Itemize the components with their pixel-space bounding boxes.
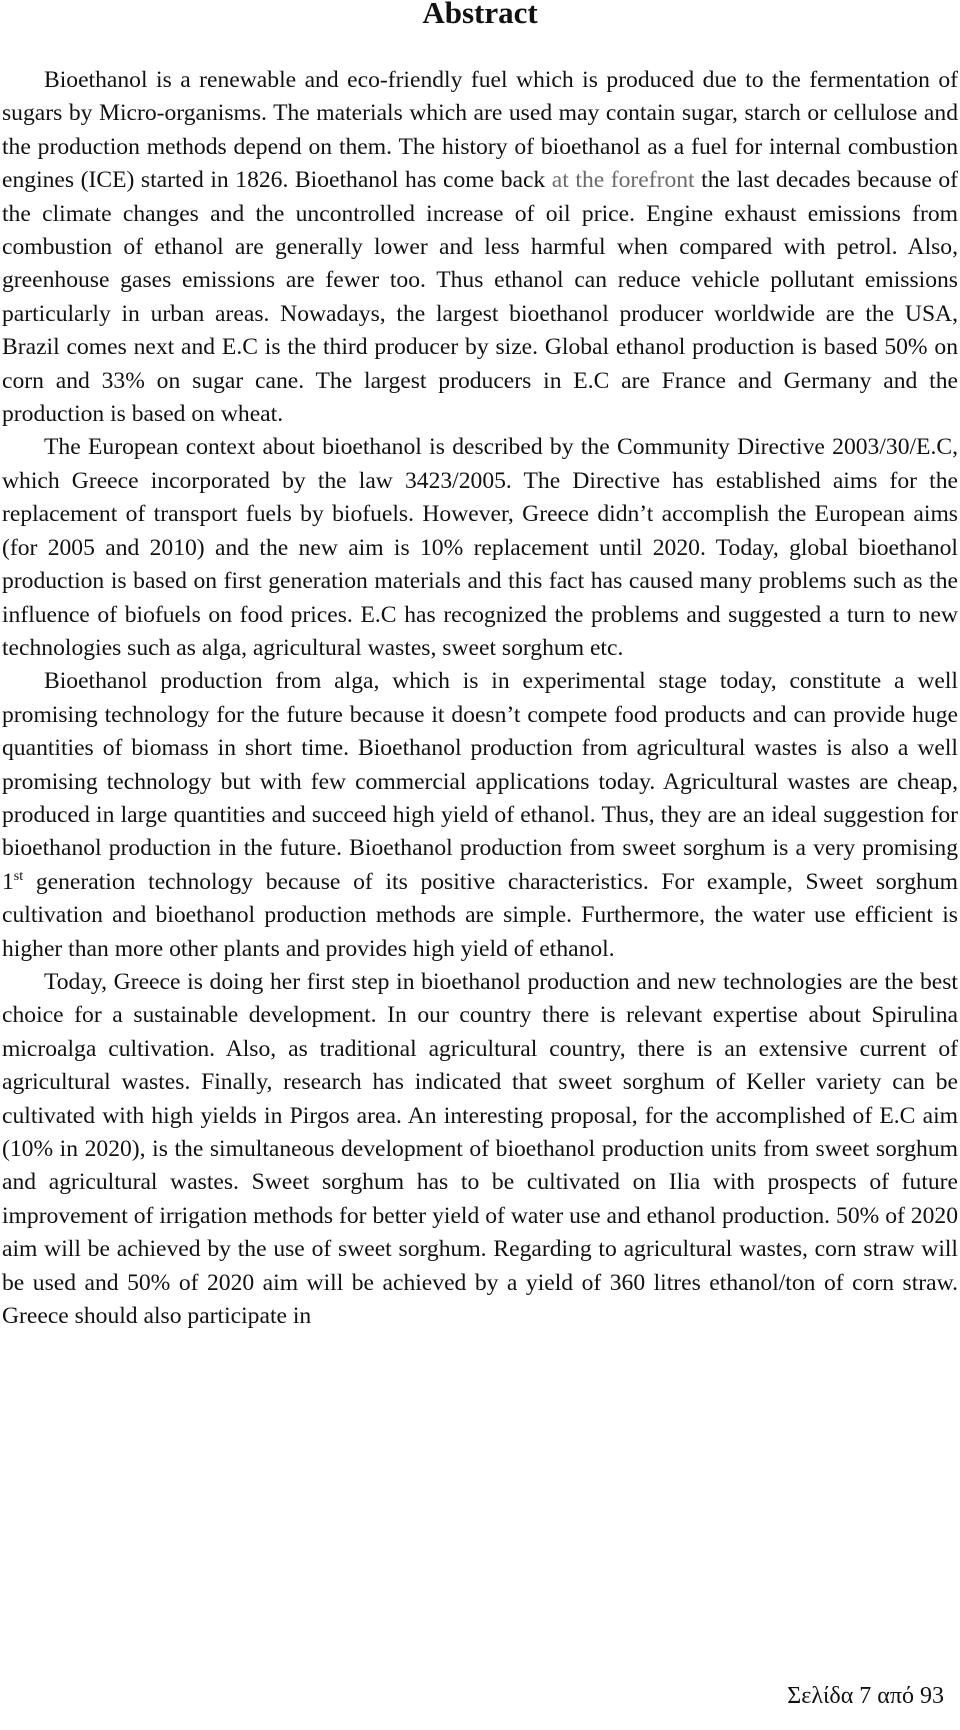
paragraph-2-text: The European context about bioethanol is described by the Community Directive 2003/30/E.C, which Greece incorporated by the law 3423/2005. The Directive has established aims for the replacement of transport fuels by biofuels. However, Greece didn’t accomplish the European aims (for 2005 and 2010) and the new aim is 10% replacement until 2020. Today, global bioethanol production is based on first generation materials and this fact has caused many problems such as the influence of biofuels on food prices. E.C has recognized the problems and suggested a turn to new technologies such as alga, agricultural wastes, sweet sorghum etc. [2,434,958,661]
paragraph-2 [2,431,958,665]
page-number-footer: Σελίδα 7 από 93 [787,1683,944,1709]
paragraph-4 [2,966,958,1333]
paragraph-1 [2,64,958,431]
paragraph-1-faded-phrase: at the forefront [551,167,695,194]
abstract-body [2,64,958,1333]
abstract-title: Abstract [422,0,538,30]
paragraph-3 [2,665,958,966]
paragraph-3-text-b: generation technology because of its positive characteristics. For example, Sweet sorghum cultivation and bioethanol production methods are simple. Furthermore, the water use efficient is higher than more other plants and provides high yield of ethanol. [2,868,958,962]
ordinal-superscript: st [13,868,24,884]
paragraph-1-text-b: the last decades because of the climate changes and the uncontrolled increase of oil price. Engine exhaust emissions from combustion of ethanol are generally lower and less harmful when compared with petrol. Also, greenhouse gases emissions are fewer too. Thus ethanol can reduce vehicle pollutant emissions particularly in urban areas. Nowadays, the largest bioethanol producer worldwide are the USA, Brazil comes next and E.C is the third producer by size. Global ethanol production is based 50% on corn and 33% on sugar cane. The largest producers in E.C are France and Germany and the production is based on wheat. [2,167,959,428]
paragraph-4-text: Today, Greece is doing her first step in bioethanol production and new technologies are the best choice for a sustainable development. In our country there is relevant expertise about Spirulina microalga cultivation. Also, as traditional agricultural country, there is an extensive current of agricultural wastes. Finally, research has indicated that sweet sorghum of Keller variety can be cultivated with high yields in Pirgos area. An interesting proposal, for the accomplished of E.C aim (10% in 2020), is the simultaneous development of bioethanol production units from sweet sorghum and agricultural wastes. Sweet sorghum has to be cultivated on Ilia with prospects of future improvement of irrigation methods for better yield of water use and ethanol production. 50% of 2020 aim will be achieved by the use of sweet sorghum. Regarding to agricultural wastes, corn straw will be used and 50% of 2020 aim will be achieved by a yield of 360 litres ethanol/ton of corn straw. Greece should also participate in [2,968,958,1330]
paragraph-1-text-a: Bioethanol is a renewable and eco-friendly fuel which is produced due to the fermentation of sugars by Micro-organisms. The materials which are used may contain sugar, starch or cellulose and the production methods depend on them. The history of bioethanol as a fuel for internal combustion engines (ICE) started in 1826. Bioethanol has come back [2,67,958,194]
paragraph-3-text-a: Bioethanol production from alga, which is in experimental stage today, constitute a well promising technology for the future because it doesn’t compete food products and can provide huge quantities of biomass in short time. Bioethanol production from agricultural wastes is also a well promising technology but with few commercial applications today. Agricultural wastes are cheap, produced in large quantities and succeed high yield of ethanol. Thus, they are an ideal suggestion for bioethanol production in the future. Bioethanol production from sweet sorghum is a very promising 1 [2,668,958,895]
